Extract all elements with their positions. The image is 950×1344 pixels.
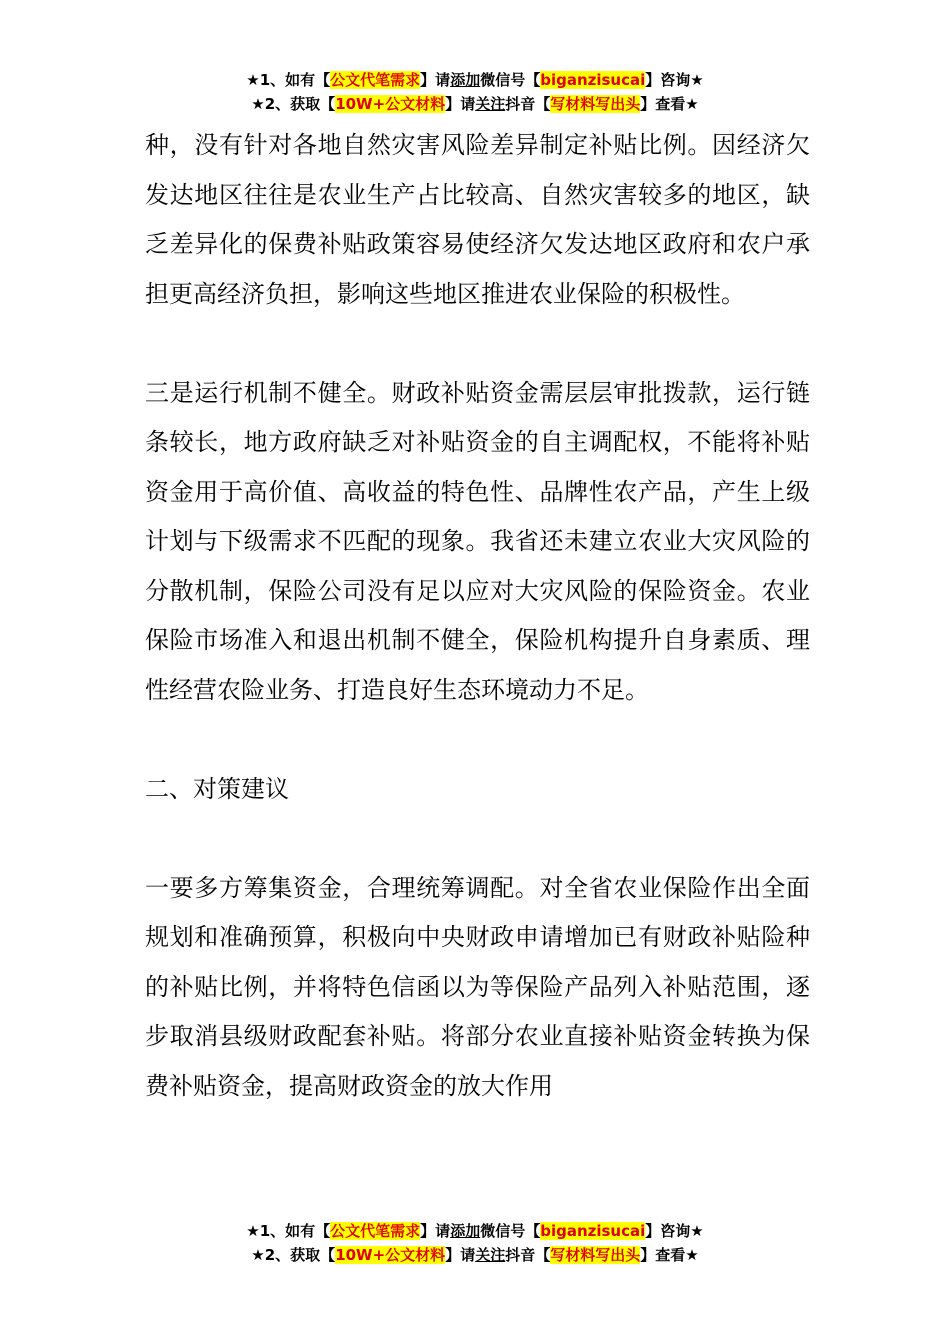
banner-text: 】查看★: [640, 95, 699, 113]
banner-highlight: 10W+公文材料: [335, 1246, 446, 1264]
banner-underline: 关注: [475, 1246, 506, 1264]
banner-text: ★1、如有【: [246, 71, 331, 89]
footer-banner: [0, 1219, 950, 1267]
banner-underline: 添加: [450, 71, 481, 89]
banner-line-2: [0, 92, 950, 116]
paragraph: 三是运行机制不健全。财政补贴资金需层层审批拨款，运行链条较长，地方政府缺乏对补贴资金的自主调配权，不能将补贴资金用于高价值、高收益的特色性、品牌性农产品，产生上级计划与下级需求不匹配的现象。我省还未建立农业大灾风险的分散机制，保险公司没有足以应对大灾风险的保险资金。农业保险市场准入和退出机制不健全，保险机构提升自身素质、理性经营农险业务、打造良好生态环境动力不足。: [145, 378, 810, 704]
section-heading: 二、对策建议: [145, 774, 289, 803]
banner-text: 】咨询★: [645, 1222, 704, 1240]
banner-highlight: biganzisucai: [540, 71, 646, 89]
banner-line-1: [0, 1219, 950, 1243]
banner-highlight: biganzisucai: [540, 1222, 646, 1240]
banner-text: ★2、获取【: [251, 1246, 336, 1264]
banner-text: 】请: [420, 71, 451, 89]
banner-highlight: 公文代笔需求: [330, 1222, 421, 1240]
paragraph-spacer: [145, 319, 810, 369]
header-banner: [0, 68, 950, 116]
banner-line-1: [0, 68, 950, 92]
banner-highlight: 公文代笔需求: [330, 71, 421, 89]
banner-text: 】咨询★: [645, 71, 704, 89]
banner-highlight: 10W+公文材料: [335, 95, 446, 113]
banner-text: 】查看★: [640, 1246, 699, 1264]
banner-text: ★1、如有【: [246, 1222, 331, 1240]
banner-text: ★2、获取【: [251, 95, 336, 113]
paragraph: 一要多方筹集资金，合理统筹调配。对全省农业保险作出全面规划和准确预算，积极向中央财政申请增加已有财政补贴险种的补贴比例，并将特色信函以为等保险产品列入补贴范围，逐步取消县级财政配套补贴。将部分农业直接补贴资金转换为保费补贴资金，提高财政资金的放大作用: [145, 873, 810, 1100]
document-body: [145, 121, 810, 1111]
paragraph: 种，没有针对各地自然灾害风险差异制定补贴比例。因经济欠发达地区往往是农业生产占比较高、自然灾害较多的地区，缺乏差异化的保费补贴政策容易使经济欠发达地区政府和农户承担更高经济负担，影响这些地区推进农业保险的积极性。: [145, 131, 810, 308]
banner-text: 抖音【: [505, 1246, 551, 1264]
banner-text: 微信号【: [480, 71, 541, 89]
banner-text: 抖音【: [505, 95, 551, 113]
banner-text: 】请: [420, 1222, 451, 1240]
banner-highlight: 写材料写出头: [550, 95, 641, 113]
banner-text: 】请: [445, 95, 476, 113]
banner-underline: 添加: [450, 1222, 481, 1240]
banner-text: 】请: [445, 1246, 476, 1264]
paragraph-spacer: [145, 715, 810, 765]
paragraph-spacer: [145, 814, 810, 864]
banner-line-2: [0, 1243, 950, 1267]
banner-underline: 关注: [475, 95, 506, 113]
banner-highlight: 写材料写出头: [550, 1246, 641, 1264]
banner-text: 微信号【: [480, 1222, 541, 1240]
